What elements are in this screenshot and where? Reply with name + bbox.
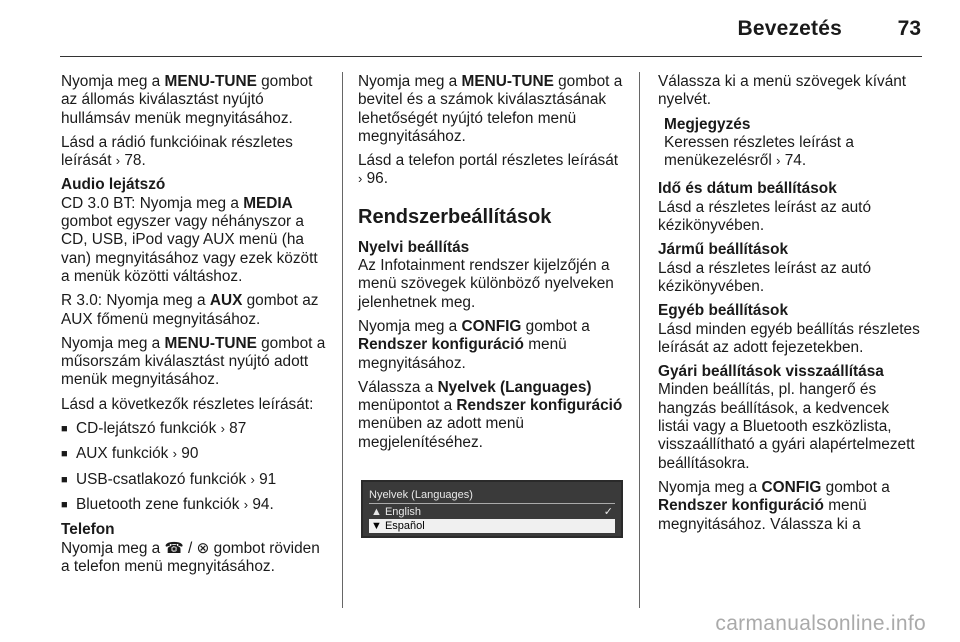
paragraph: Nyomja meg a CONFIG gombot a Rendszer konfiguráció menü megnyitásához.: [358, 317, 590, 372]
page-ref-arrow-icon: ›: [220, 421, 225, 437]
header-rule: [60, 56, 922, 57]
menu-item-espanol: ▼ Español: [369, 519, 615, 533]
paragraph: Lásd a következők részletes leírását:: [61, 395, 314, 413]
paragraph: Nyomja meg a MENU-TUNE gombot az állomás kiválasztást nyújtó hullámsáv menük megnyitásához.: [61, 73, 313, 127]
page-ref-arrow-icon: ›: [358, 171, 363, 187]
paragraph: CD 3.0 BT: Nyomja meg a MEDIA gombot egyszer vagy néhányszor a CD, USB, iPod vagy AUX menü (ha van) megnyitásához vagy ezek között a menük közötti váltáshoz.: [61, 194, 318, 285]
page-ref-arrow-icon: ›: [250, 471, 255, 487]
function-list: [61, 420, 327, 514]
paragraph: Lásd minden egyéb beállítás részletes leírását az adott fejezetekben.: [658, 320, 920, 356]
paragraph: Nyomja meg a MENU-TUNE gombot a műsorszám kiválasztást nyújtó adott menük megnyitásához.: [61, 334, 326, 389]
page-ref-arrow-icon: ›: [115, 153, 121, 169]
heading-other: Egyéb beállítások: [658, 302, 789, 320]
paragraph: Lásd a telefon portál részletes leírását › 96.: [358, 152, 619, 188]
column-2: [358, 73, 624, 458]
mute-icon: ⊗: [196, 539, 210, 557]
column-3: [658, 73, 924, 540]
heading-time-date: Idő és dátum beállítások: [658, 180, 837, 198]
paragraph: Lásd a rádió funkcióinak részletes leírását › 78.: [61, 133, 293, 170]
list-item: ■ AUX funkciók › 90: [61, 445, 327, 463]
note-box: [658, 116, 924, 171]
page-number: 73: [897, 17, 921, 40]
watermark: carmanualsonline.info: [715, 612, 926, 635]
note-title: Megjegyzés: [664, 115, 751, 133]
heading-vehicle: Jármű beállítások: [658, 241, 789, 259]
note-text: Keressen részletes leírást a menükezelésről › 74.: [664, 133, 854, 170]
paragraph: Nyomja meg a MENU-TUNE gombot a bevitel és a számok kiválasztásának lehetőségét nyújtó telefon menü megnyitásához.: [358, 73, 623, 145]
list-item: ■ Bluetooth zene funkciók › 94.: [61, 496, 327, 514]
column-divider-2: [639, 72, 640, 608]
paragraph: Lásd a részletes leírást az autó kézikönyvében.: [658, 259, 872, 295]
page-ref-arrow-icon: ›: [776, 153, 781, 169]
heading-factory-reset: Gyári beállítások visszaállítása: [658, 363, 884, 381]
paragraph: R 3.0: Nyomja meg a AUX gombot az AUX főmenü megnyitásához.: [61, 292, 319, 328]
page-ref-arrow-icon: ›: [243, 496, 249, 512]
list-item: ■ CD-lejátszó funkciók › 87: [61, 420, 327, 438]
check-icon: ✓: [603, 506, 613, 518]
paragraph: Nyomja meg a ☎ / ⊗ gombot röviden a telefon menü megnyitásához.: [61, 539, 320, 575]
arrow-down-icon: ▼: [371, 520, 382, 532]
phone-icon: ☎: [164, 539, 184, 557]
paragraph: Lásd a részletes leírást az autó kézikönyvében.: [658, 198, 872, 235]
language-menu-screen: [361, 480, 623, 538]
button-ref-menu-tune: MENU-TUNE: [164, 73, 257, 90]
menu-item-english: ▲ English ✓: [371, 506, 613, 518]
page-header: [0, 0, 960, 56]
list-item: ■ USB-csatlakozó funkciók › 91: [61, 471, 327, 489]
heading-phone: Telefon: [61, 521, 115, 539]
page-ref-arrow-icon: ›: [172, 446, 178, 462]
paragraph: Nyomja meg a CONFIG gombot a Rendszer konfiguráció menü megnyitásához. Válassza ki a: [658, 478, 890, 533]
heading-language: Nyelvi beállítás: [358, 238, 470, 256]
paragraph: Minden beállítás, pl. hangerő és hangzás beállítások, a kedvencek listái vagy a Bluetooth eszközlista, visszaállítható a gyári alapértelmezett beállításokra.: [658, 381, 915, 472]
heading-audio: Audio lejátszó: [61, 176, 166, 194]
paragraph: Az Infotainment rendszer kijelzőjén a menü szövegek különböző nyelveken jelenhetnek meg.: [358, 257, 614, 311]
arrow-up-icon: ▲: [371, 506, 382, 518]
heading-system-settings: Rendszerbeállítások: [358, 205, 552, 228]
section-title: Bevezetés: [737, 17, 842, 40]
column-divider-1: [342, 72, 343, 608]
column-1: [61, 73, 327, 582]
paragraph: Válassza a Nyelvek (Languages) menüpontot a Rendszer konfiguráció menüben az adott menü megjelenítéséhez.: [358, 378, 623, 451]
paragraph: Válassza ki a menü szövegek kívánt nyelvét.: [658, 73, 907, 109]
screen-title: Nyelvek (Languages): [369, 488, 615, 504]
